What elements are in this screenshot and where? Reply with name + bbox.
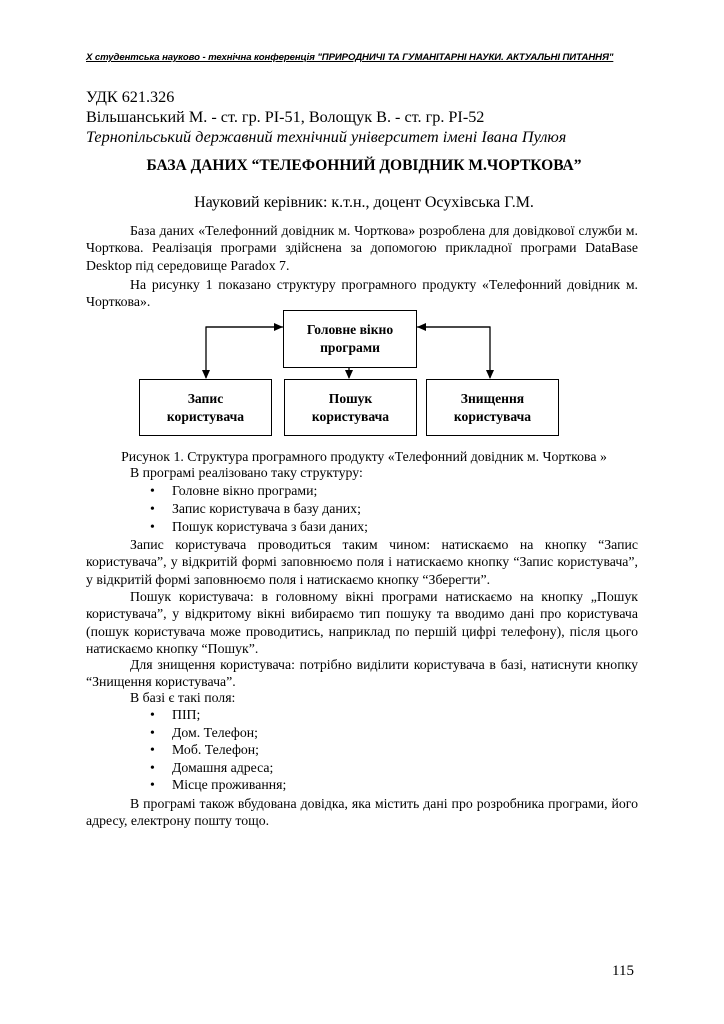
page-number: 115 xyxy=(612,963,634,979)
arrow-to-right-box xyxy=(416,327,490,378)
paragraph-search: Пошук користувача: в головному вікні програми натискаємо на кнопку „Пошук користувача”, у відкритому вікні вибираємо тип пошуку та вводимо дані про користувача (пошук користувача може проводитись, наприклад по першій цифрі телефону), після цього натискаємо кнопку “Пошук”. xyxy=(86,589,638,656)
paper-title: БАЗА ДАНИХ “ТЕЛЕФОННИЙ ДОВІДНИК М.ЧОРТКОВА” xyxy=(146,157,582,174)
record-user-box: Запис користувача xyxy=(139,379,272,436)
conference-header: X студентська науково - технічна конференція "ПРИРОДНИЧІ ТА ГУМАНІТАРНІ НАУКИ. АКТУАЛЬНІ ПИТАННЯ" xyxy=(86,52,614,63)
affiliation: Тернопільський державний технічний університет імені Івана Пулюя xyxy=(86,128,567,146)
paragraph-structure-intro: В програмі реалізовано таку структуру: xyxy=(130,465,363,480)
arrow-to-left-box xyxy=(206,327,284,378)
delete-user-box: Знищення користувача xyxy=(426,379,559,436)
paragraph-help: В програмі також вбудована довідка, яка містить дані про розробника програми, його адресу, електрону пошту тощо. xyxy=(86,796,638,829)
list-item: • Місце проживання; xyxy=(150,777,287,792)
paragraph-intro: База даних «Телефонний довідник м. Чорткова» розроблена для довідкової служби м. Чорткова. Реалізація програми здійснена за допомогою прикладної програми DataBase Desktop під середовище Paradox 7. xyxy=(86,223,638,273)
list-item: • ПІП; xyxy=(150,707,201,722)
figure-caption: Рисунок 1. Структура програмного продукту «Телефонний довідник м. Чорткова » xyxy=(121,449,607,464)
list-item: • Головне вікно програми; xyxy=(150,483,318,498)
list-item: • Запис користувача в базу даних; xyxy=(150,501,361,516)
authors: Вільшанський М. - ст. гр. РІ-51, Волощук В. - ст. гр. РІ-52 xyxy=(86,108,485,126)
udk-code: УДК 621.326 xyxy=(86,88,175,106)
paragraph-record: Запис користувача проводиться таким чином: натискаємо на кнопку “Запис користувача”, у відкритій формі заповнюємо поля і натискаємо кнопку “Запис користувача”, у відкритій формі заповнюємо поля і натискаємо кнопку “Зберегти”. xyxy=(86,537,638,587)
paragraph-delete: Для знищення користувача: потрібно виділити користувача в базі, натиснути кнопку “Знищення користувача”. xyxy=(86,657,638,690)
supervisor: Науковий керівник: к.т.н., доцент Осухівська Г.М. xyxy=(194,194,534,211)
list-item: • Домашня адреса; xyxy=(150,760,274,775)
list-item: • Пошук користувача з бази даних; xyxy=(150,519,368,534)
search-user-box: Пошук користувача xyxy=(284,379,417,436)
list-item: • Моб. Телефон; xyxy=(150,742,259,757)
paragraph-fields-intro: В базі є такі поля: xyxy=(130,690,236,705)
list-item: • Дом. Телефон; xyxy=(150,725,258,740)
main-window-box: Головне вікно програми xyxy=(283,310,417,368)
paragraph-figure-ref: На рисунку 1 показано структуру програмного продукту «Телефонний довідник м. Чорткова». xyxy=(86,277,638,310)
